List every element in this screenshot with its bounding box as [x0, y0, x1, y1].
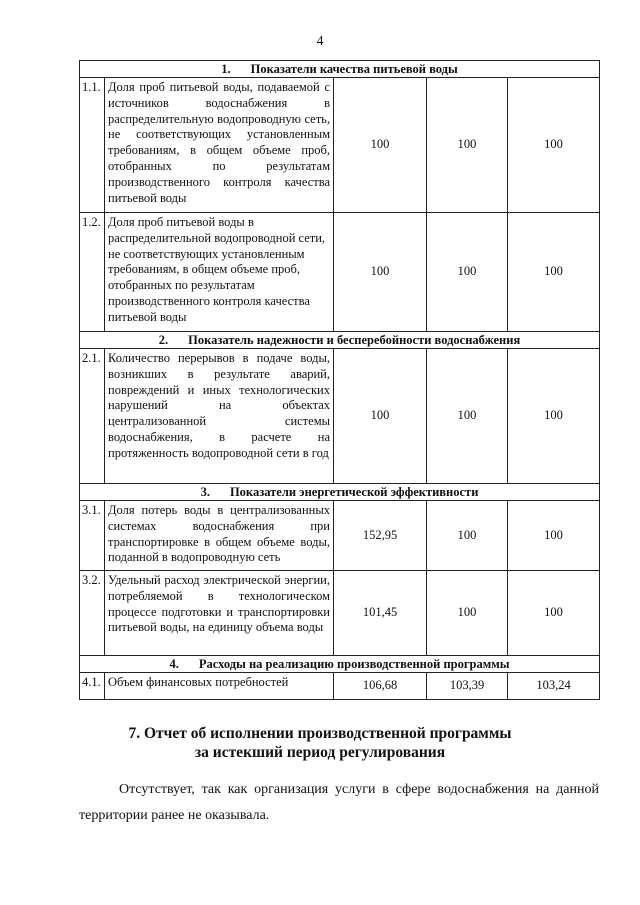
row-description: [105, 213, 334, 332]
section-header: [80, 61, 600, 78]
section-title: Показатели качества питьевой воды: [250, 61, 458, 76]
report-heading: [0, 724, 640, 762]
row-description-text: Доля проб питьевой воды в распределительной водопроводной сети, не соответствующих установленным требованиям, в общем объеме проб, отобранных по результатам производственного контроля качества питьевой воды: [108, 215, 326, 324]
row-description: [105, 78, 334, 213]
section-number: 3.: [200, 484, 210, 499]
section-header: [80, 332, 600, 349]
value-cell-3: 100: [508, 349, 600, 484]
row-description-text: Количество перерывов в подаче воды, возникших в результате аварий, повреждений и иных технологических нарушений на объектах централизованной системы водоснабжения, в расчете на протяженность водопроводной сети в год: [108, 351, 330, 460]
section-header: [80, 656, 600, 673]
value-cell-3: 100: [508, 501, 600, 571]
value-cell-3: 100: [508, 571, 600, 656]
section-title: Расходы на реализацию производственной программы: [198, 656, 510, 671]
report-heading-line-2: за истекший период регулирования: [194, 744, 446, 761]
section-title: Показатели энергетической эффективности: [229, 484, 479, 499]
value-cell-3: 100: [508, 213, 600, 332]
table-row: [80, 78, 600, 213]
value-cell-1: 100: [334, 349, 427, 484]
table-row: [80, 673, 600, 700]
value-cell-3: 100: [508, 78, 600, 213]
section-number: 4.: [169, 656, 179, 671]
row-number: 3.2.: [80, 571, 105, 656]
row-description: [105, 673, 334, 700]
row-description-text: Объем финансовых потребностей: [108, 675, 289, 689]
report-heading-line-1: 7. Отчет об исполнении производственной программы: [128, 725, 512, 742]
value-cell-1: 152,95: [334, 501, 427, 571]
report-paragraph: [79, 777, 599, 829]
value-cell-2: 100: [427, 213, 508, 332]
value-cell-2: 100: [427, 78, 508, 213]
table-row: [80, 349, 600, 484]
section-number: 1.: [221, 61, 231, 76]
table-row: [80, 571, 600, 656]
row-number: 1.1.: [80, 78, 105, 213]
value-cell-1: 106,68: [334, 673, 427, 700]
row-number: 4.1.: [80, 673, 105, 700]
value-cell-1: 100: [334, 78, 427, 213]
row-number: 3.1.: [80, 501, 105, 571]
report-text: Отсутствует, так как организация услуги в сфере водоснабжения на данной территории ранее не оказывала.: [79, 782, 599, 823]
row-number: 2.1.: [80, 349, 105, 484]
row-description: [105, 349, 334, 484]
value-cell-2: 100: [427, 349, 508, 484]
row-description: [105, 571, 334, 656]
section-title: Показатель надежности и бесперебойности водоснабжения: [188, 332, 521, 347]
table-row: [80, 213, 600, 332]
table-row: [80, 501, 600, 571]
value-cell-2: 103,39: [427, 673, 508, 700]
row-description: [105, 501, 334, 571]
page-number: 4: [316, 34, 324, 49]
section-header: [80, 484, 600, 501]
value-cell-1: 100: [334, 213, 427, 332]
value-cell-1: 101,45: [334, 571, 427, 656]
row-description-text: Доля потерь воды в централизованных системах водоснабжения при транспортировке в общем объеме воды, поданной в водопроводную сеть: [108, 503, 330, 565]
value-cell-2: 100: [427, 571, 508, 656]
value-cell-2: 100: [427, 501, 508, 571]
value-cell-3: 103,24: [508, 673, 600, 700]
row-description-text: Доля проб питьевой воды, подаваемой с источников водоснабжения в распределительную водопроводную сеть, не соответствующих установленным требованиям, в общем объеме проб, отобранных по результатам производственного контроля качества питьевой воды: [108, 80, 330, 205]
row-number: 1.2.: [80, 213, 105, 332]
section-number: 2.: [158, 332, 169, 347]
indicators-table: [79, 60, 600, 700]
row-description-text: Удельный расход электрической энергии, потребляемой в технологическом процессе подготовки и транспортировки питьевой воды, на единицу объема воды: [108, 573, 330, 635]
